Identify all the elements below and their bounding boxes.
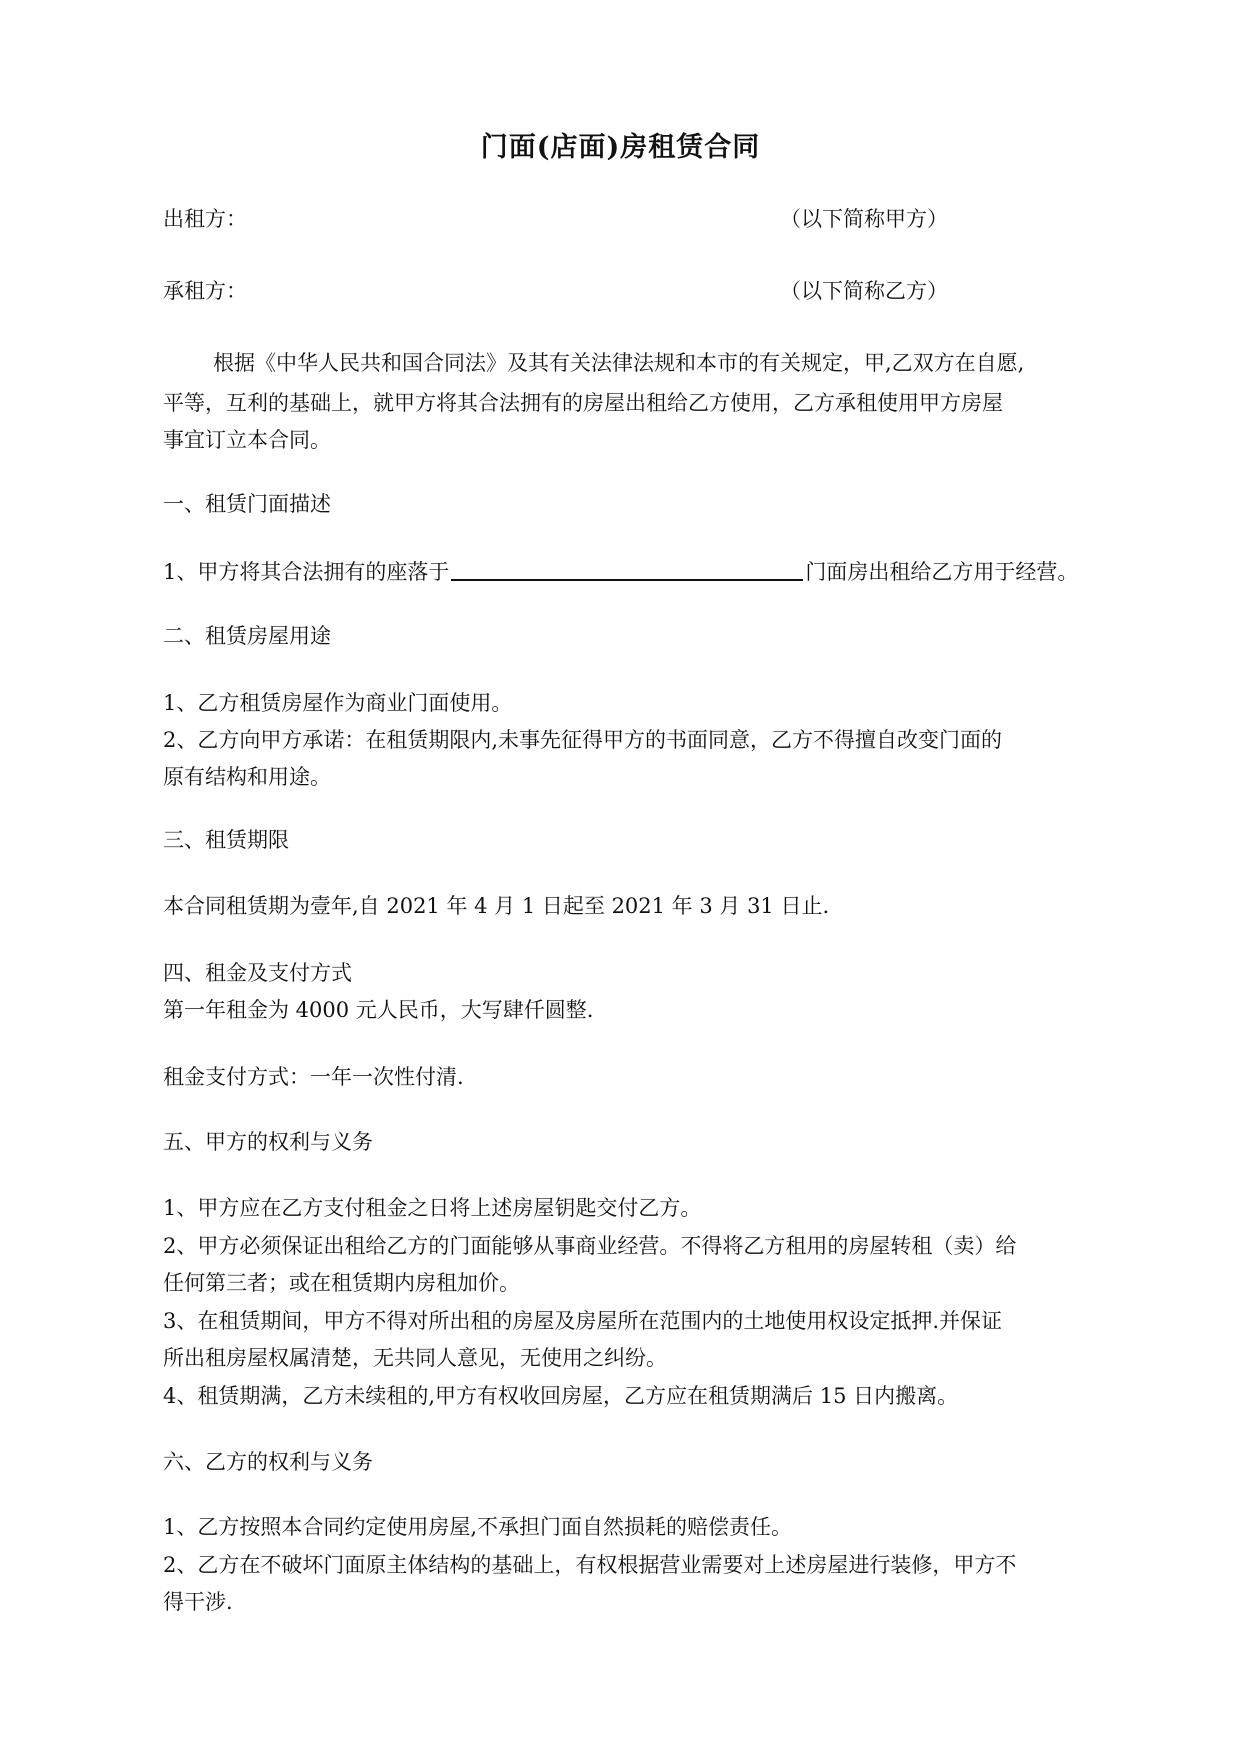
section-5-heading: 五、甲方的权利与义务 [163,1130,373,1154]
section-4-line-1: 第一年租金为 4000 元人民币，大写肆仟圆整. [163,998,594,1022]
clause-1-text-before: 1、甲方将其合法拥有的座落于 [163,560,450,584]
intro-line-3: 事宜订立本合同。 [163,428,331,452]
section-3-heading: 三、租赁期限 [163,828,289,852]
section-2-line-1: 1、乙方租赁房屋作为商业门面使用。 [163,691,513,715]
document-title: 门面(店面)房租赁合同 [480,132,761,163]
lessor-label: 出租方： [163,207,247,231]
section-6-line-2: 2、乙方在不破坏门面原主体结构的基础上，有权根据营业需要对上述房屋进行装修，甲方不 [163,1553,1017,1577]
section-2-heading: 二、租赁房屋用途 [163,624,331,648]
section-5-line-2: 2、甲方必须保证出租给乙方的门面能够从事商业经营。不得将乙方租用的房屋转租（卖）给 [163,1234,1017,1258]
section-4-line-2: 租金支付方式：一年一次性付清. [163,1065,464,1089]
section-5-line-6: 4、租赁期满，乙方未续租的,甲方有权收回房屋，乙方应在租赁期满后 15 日内搬离。 [163,1384,959,1408]
lessee-label: 承租方： [163,279,247,303]
intro-line-2: 平等，互利的基础上，就甲方将其合法拥有的房屋出租给乙方使用，乙方承租使用甲方房屋 [163,391,1003,415]
section-1-clause-1 [163,551,1163,592]
lessee-note: （以下简称乙方） [780,279,948,303]
section-1-heading: 一、租赁门面描述 [163,492,331,516]
section-6-line-3: 得干涉. [163,1590,233,1614]
section-5-line-3: 任何第三者；或在租赁期内房租加价。 [163,1271,520,1295]
section-6-line-1: 1、乙方按照本合同约定使用房屋,不承担门面自然损耗的赔偿责任。 [163,1515,793,1539]
location-blank [451,553,803,581]
lessor-note: （以下简称甲方） [780,207,948,231]
section-5-line-1: 1、甲方应在乙方支付租金之日将上述房屋钥匙交付乙方。 [163,1196,702,1220]
section-6-heading: 六、乙方的权利与义务 [163,1450,373,1474]
section-3-line: 本合同租赁期为壹年,自 2021 年 4 月 1 日起至 2021 年 3 月 31 日止. [163,894,830,918]
section-2-line-2: 2、乙方向甲方承诺：在租赁期限内,未事先征得甲方的书面同意，乙方不得擅自改变门面的 [163,728,1003,752]
intro-line-1: 根据《中华人民共和国合同法》及其有关法律法规和本市的有关规定，甲,乙双方在自愿, [213,351,1025,375]
section-2-line-3: 原有结构和用途。 [163,765,331,789]
clause-1-text-after: 门面房出租给乙方用于经营。 [805,560,1079,584]
section-4-heading: 四、租金及支付方式 [163,961,352,985]
section-5-line-4: 3、在租赁期间，甲方不得对所出租的房屋及房屋所在范围内的土地使用权设定抵押.并保证 [163,1309,1003,1333]
section-5-line-5: 所出租房屋权属清楚，无共同人意见，无使用之纠纷。 [163,1346,667,1370]
